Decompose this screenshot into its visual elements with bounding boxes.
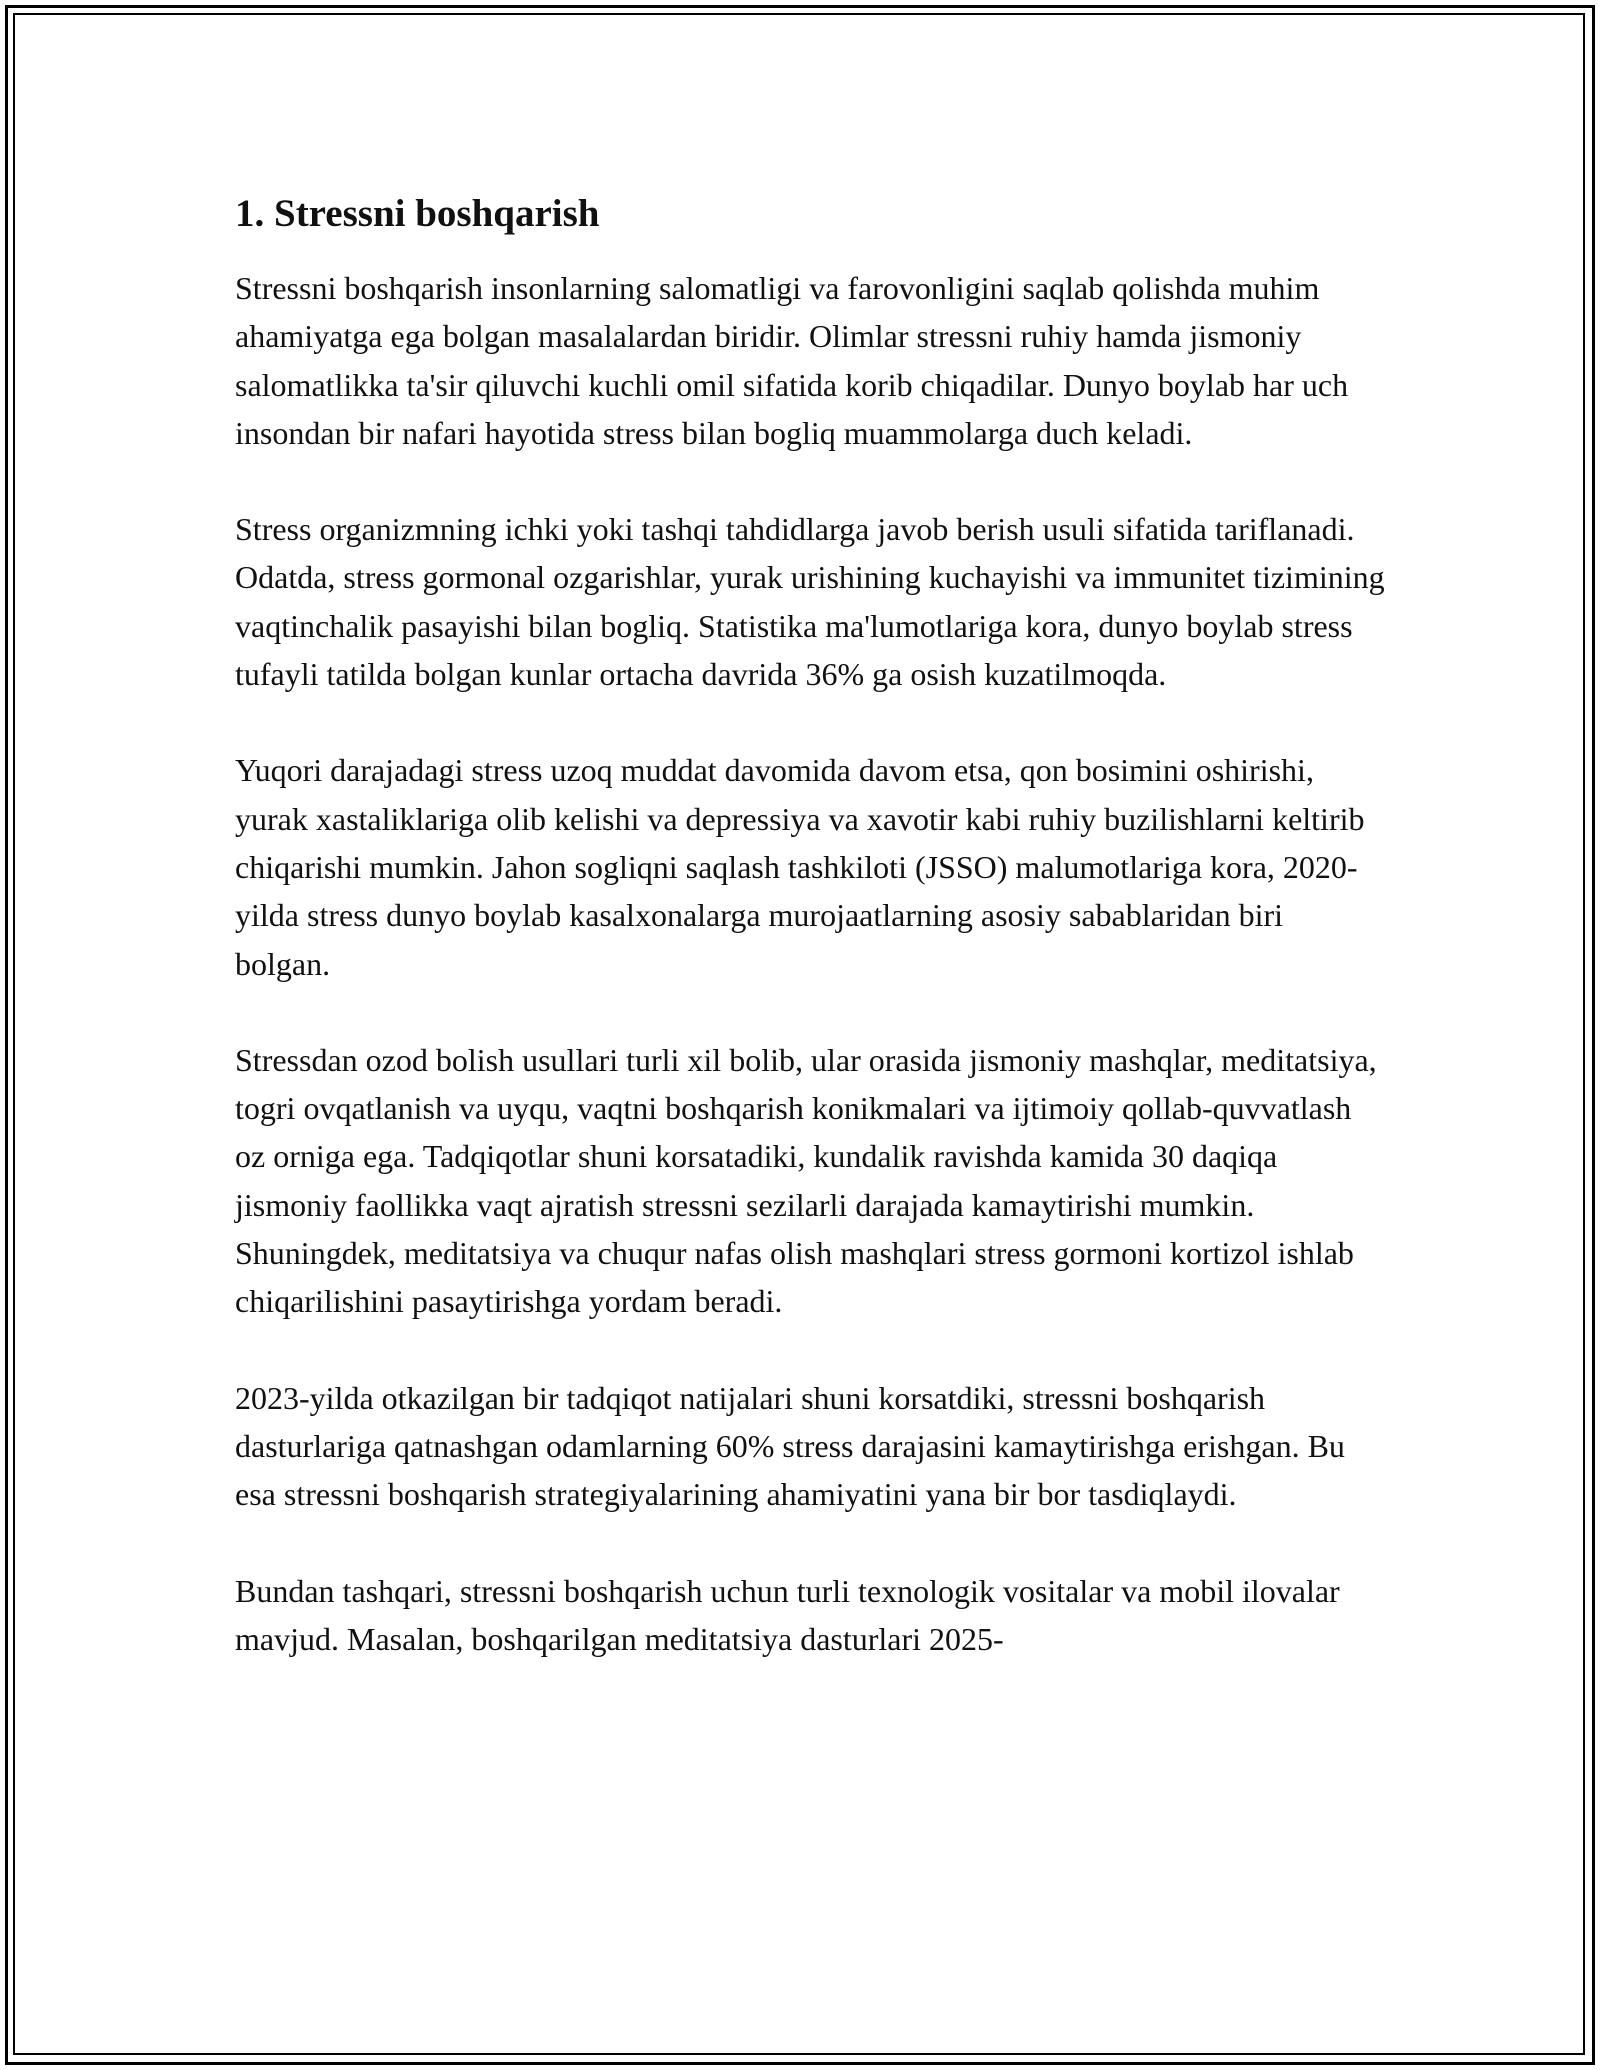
paragraph-2: Stress organizmning ichki yoki tashqi tahdidlarga javob berish usuli sifatida tariflanadi. Odatda, stress gormonal ozgarishlar, yurak urishining kuchayishi va immunitet tizimining vaqtinchalik pasayishi bilan bogliq. Statistika ma'lumotlariga kora, dunyo boylab stress tufayli tatilda bolgan kunlar ortacha davrida 36% ga osish kuzatilmoqda.: [235, 511, 1385, 693]
document-body: [235, 188, 1385, 1711]
paragraph-5: 2023-yilda otkazilgan bir tadqiqot natijalari shuni korsatdiki, stressni boshqarish dasturlariga qatnashgan odamlarning 60% stress darajasini kamaytirishga erishgan. Bu esa stressni boshqarish strategiyalarining ahamiyatini yana bir bor tasdiqlaydi.: [235, 1379, 1345, 1513]
paragraph-1: Stressni boshqarish insonlarning salomatligi va farovonligini saqlab qolishda muhim ahamiyatga ega bolgan masalalardan biridir. Olimlar stressni ruhiy hamda jismoniy salomatlikka ta'sir qiluvchi kuchli omil sifatida korib chiqadilar. Dunyo boylab har uch insondan bir nafari hayotida stress bilan bogliq muammolarga duch keladi.: [235, 270, 1349, 451]
section-heading: 1. Stressni boshqarish: [235, 192, 600, 235]
paragraph-6: Bundan tashqari, stressni boshqarish uchun turli texnologik vositalar va mobil ilovalar mavjud. Masalan, boshqarilgan meditatsiya dasturlari 2025-: [235, 1572, 1340, 1657]
paragraph-3: Yuqori darajadagi stress uzoq muddat davomida davom etsa, qon bosimini oshirishi, yurak xastaliklariga olib kelishi va depressiya va xavotir kabi ruhiy buzilishlarni keltirib chiqarishi mumkin. Jahon sogliqni saqlash tashkiloti (JSSO) malumotlariga kora, 2020-yilda stress dunyo boylab kasalxonalarga murojaatlarning asosiy sabablaridan biri bolgan.: [235, 752, 1365, 982]
paragraph-4: Stressdan ozod bolish usullari turli xil bolib, ular orasida jismoniy mashqlar, meditatsiya, togri ovqatlanish va uyqu, vaqtni boshqarish konikmalari va ijtimoiy qollab-quvvatlash oz orniga ega. Tadqiqotlar shuni korsatadiki, kundalik ravishda kamida 30 daqiqa jismoniy faollikka vaqt ajratish stressni sezilarli darajada kamaytirishi mumkin. Shuningdek, meditatsiya va chuqur nafas olish mashqlari stress gormoni kortizol ishlab chiqarilishini pasaytirishga yordam beradi.: [235, 1041, 1377, 1320]
